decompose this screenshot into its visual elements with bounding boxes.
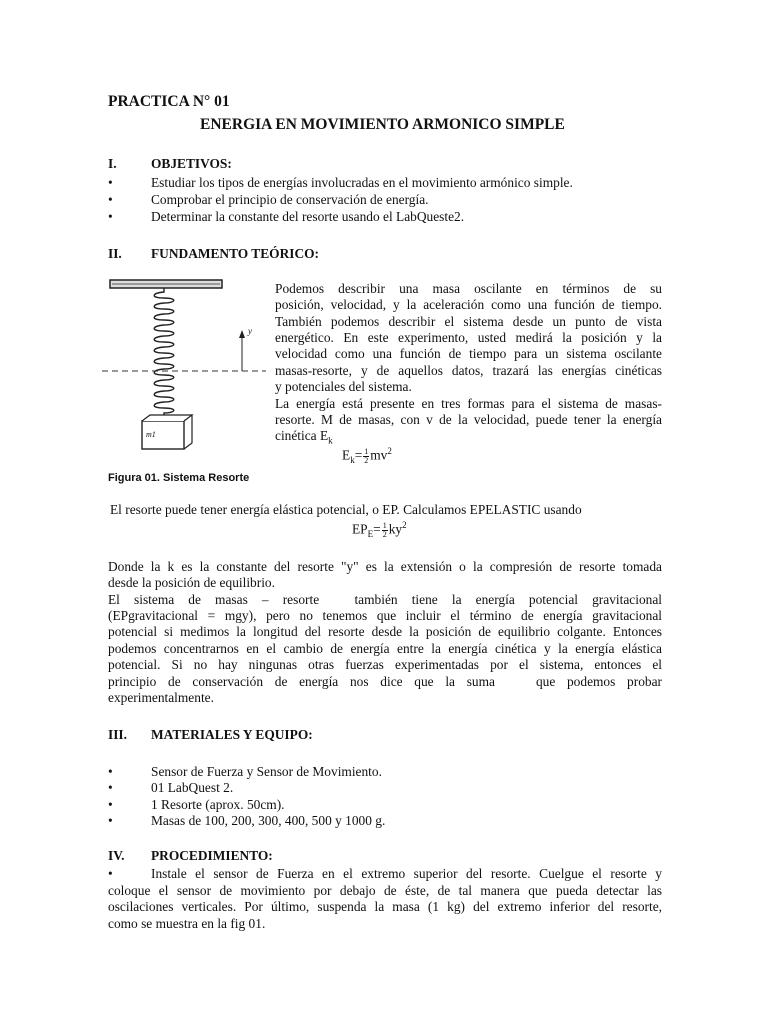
list-item: Comprobar el principio de conservación de energía. — [151, 192, 429, 207]
section-1-title: OBJETIVOS: — [151, 156, 232, 171]
bullet-icon: • — [108, 209, 113, 224]
text-line: resorte. M de masas, con v de la velocidad, puede tener la energía — [275, 412, 662, 427]
text-line: energético. En este experimento, usted medirá la posición y la — [275, 330, 662, 345]
text-line: cinética $E_k$ — [275, 428, 333, 446]
list-item: 1 Resorte (aprox. 50cm). — [151, 797, 285, 812]
text-line: coloque el sensor de movimiento por debajo de éste, de tal manera que pueda detectar las — [108, 883, 662, 898]
text-line: potencial si medimos la longitud del resorte desde la posición de equilibrio colgante. Entonces — [108, 624, 662, 639]
text-line: (EPgravitacional = mgy), pero no tenemos que incluir el término de energía gravitacional — [108, 608, 662, 623]
bullet-icon: • — [108, 175, 113, 190]
bullet-icon: • — [108, 813, 113, 828]
bullet-icon: • — [108, 780, 113, 795]
mass-label: m1 — [146, 430, 156, 439]
section-3-number: III. — [108, 727, 127, 742]
text-line: La energía está presente en tres formas para el sistema de masas- — [275, 396, 662, 411]
list-item: Determinar la constante del resorte usando el LabQueste2. — [151, 209, 465, 224]
figure-caption: Figura 01. Sistema Resorte — [108, 472, 250, 484]
text-line: podemos concentrarnos en el cambio de energía entre la energía cinética y la energía elástica — [108, 641, 662, 656]
section-4-number: IV. — [108, 848, 125, 863]
bullet-icon: • — [108, 797, 113, 812]
text-line: potencial. Si no hay ningunas otras fuerzas experimentadas por el sistema, entonces el — [108, 657, 662, 672]
section-2-number: II. — [108, 246, 122, 261]
page-title: ENERGIA EN MOVIMIENTO ARMONICO SIMPLE — [200, 116, 565, 133]
text-line: Donde la k es la constante del resorte "y" es la extensión o la compresión de resorte tomada — [108, 559, 662, 574]
bullet-icon: • — [108, 866, 113, 881]
text-line: experimentalmente. — [108, 690, 214, 705]
section-2-title: FUNDAMENTO TEÓRICO: — [151, 246, 320, 261]
svg-text:y: y — [248, 326, 252, 336]
text-line: posición, velocidad, y la aceleración como una función de tiempo. — [275, 297, 662, 312]
bullet-icon: • — [108, 192, 113, 207]
spring-figure — [100, 276, 268, 456]
kinetic-energy-equation: $E_k=$ $\frac{1}{2}$ $mv^2$ — [342, 446, 392, 466]
text-line: y potenciales del sistema. — [275, 379, 412, 394]
spring-coils — [154, 288, 174, 420]
section-1-number: I. — [108, 156, 117, 171]
text-line: Instale el sensor de Fuerza en el extremo superior del resorte. Cuelgue el resorte y — [151, 866, 662, 881]
elastic-energy-equation: $EP_E=$ $\frac{1}{2}$ $ky^2$ — [352, 520, 407, 540]
list-item: Masas de 100, 200, 300, 400, 500 y 1000 g. — [151, 813, 386, 828]
list-item: Sensor de Fuerza y Sensor de Movimiento. — [151, 764, 382, 779]
section-4-title: PROCEDIMIENTO: — [151, 848, 273, 863]
text-line: principio de conservación de energía nos dice que la suma que podemos probar — [108, 674, 662, 689]
list-item: 01 LabQuest 2. — [151, 780, 234, 795]
text-line: velocidad como una función de tiempo para un sistema oscilante — [275, 346, 662, 361]
text-line: como se muestra en la fig 01. — [108, 916, 266, 931]
text-line: También podemos describir el sistema desde un punto de vista — [275, 314, 662, 329]
text-line: El sistema de masas – resorte también tiene la energía potencial gravitacional — [108, 592, 662, 607]
section-3-title: MATERIALES Y EQUIPO: — [151, 727, 313, 742]
text-line: desde la posición de equilibrio. — [108, 575, 275, 590]
list-item: Estudiar los tipos de energías involucradas en el movimiento armónico simple. — [151, 175, 573, 190]
text-line: masas-resorte, y de aquellos datos, trazará las energías cinéticas — [275, 363, 662, 378]
elastic-intro: El resorte puede tener energía elástica potencial, o EP. Calculamos EPELASTIC usando — [110, 502, 582, 517]
practice-number: PRACTICA N° 01 — [108, 93, 230, 110]
text-line: Podemos describir una masa oscilante en términos de su — [275, 281, 662, 296]
bullet-icon: • — [108, 764, 113, 779]
text-line: oscilaciones verticales. Por último, suspenda la masa (1 kg) del extremo inferior del resorte, — [108, 899, 662, 914]
